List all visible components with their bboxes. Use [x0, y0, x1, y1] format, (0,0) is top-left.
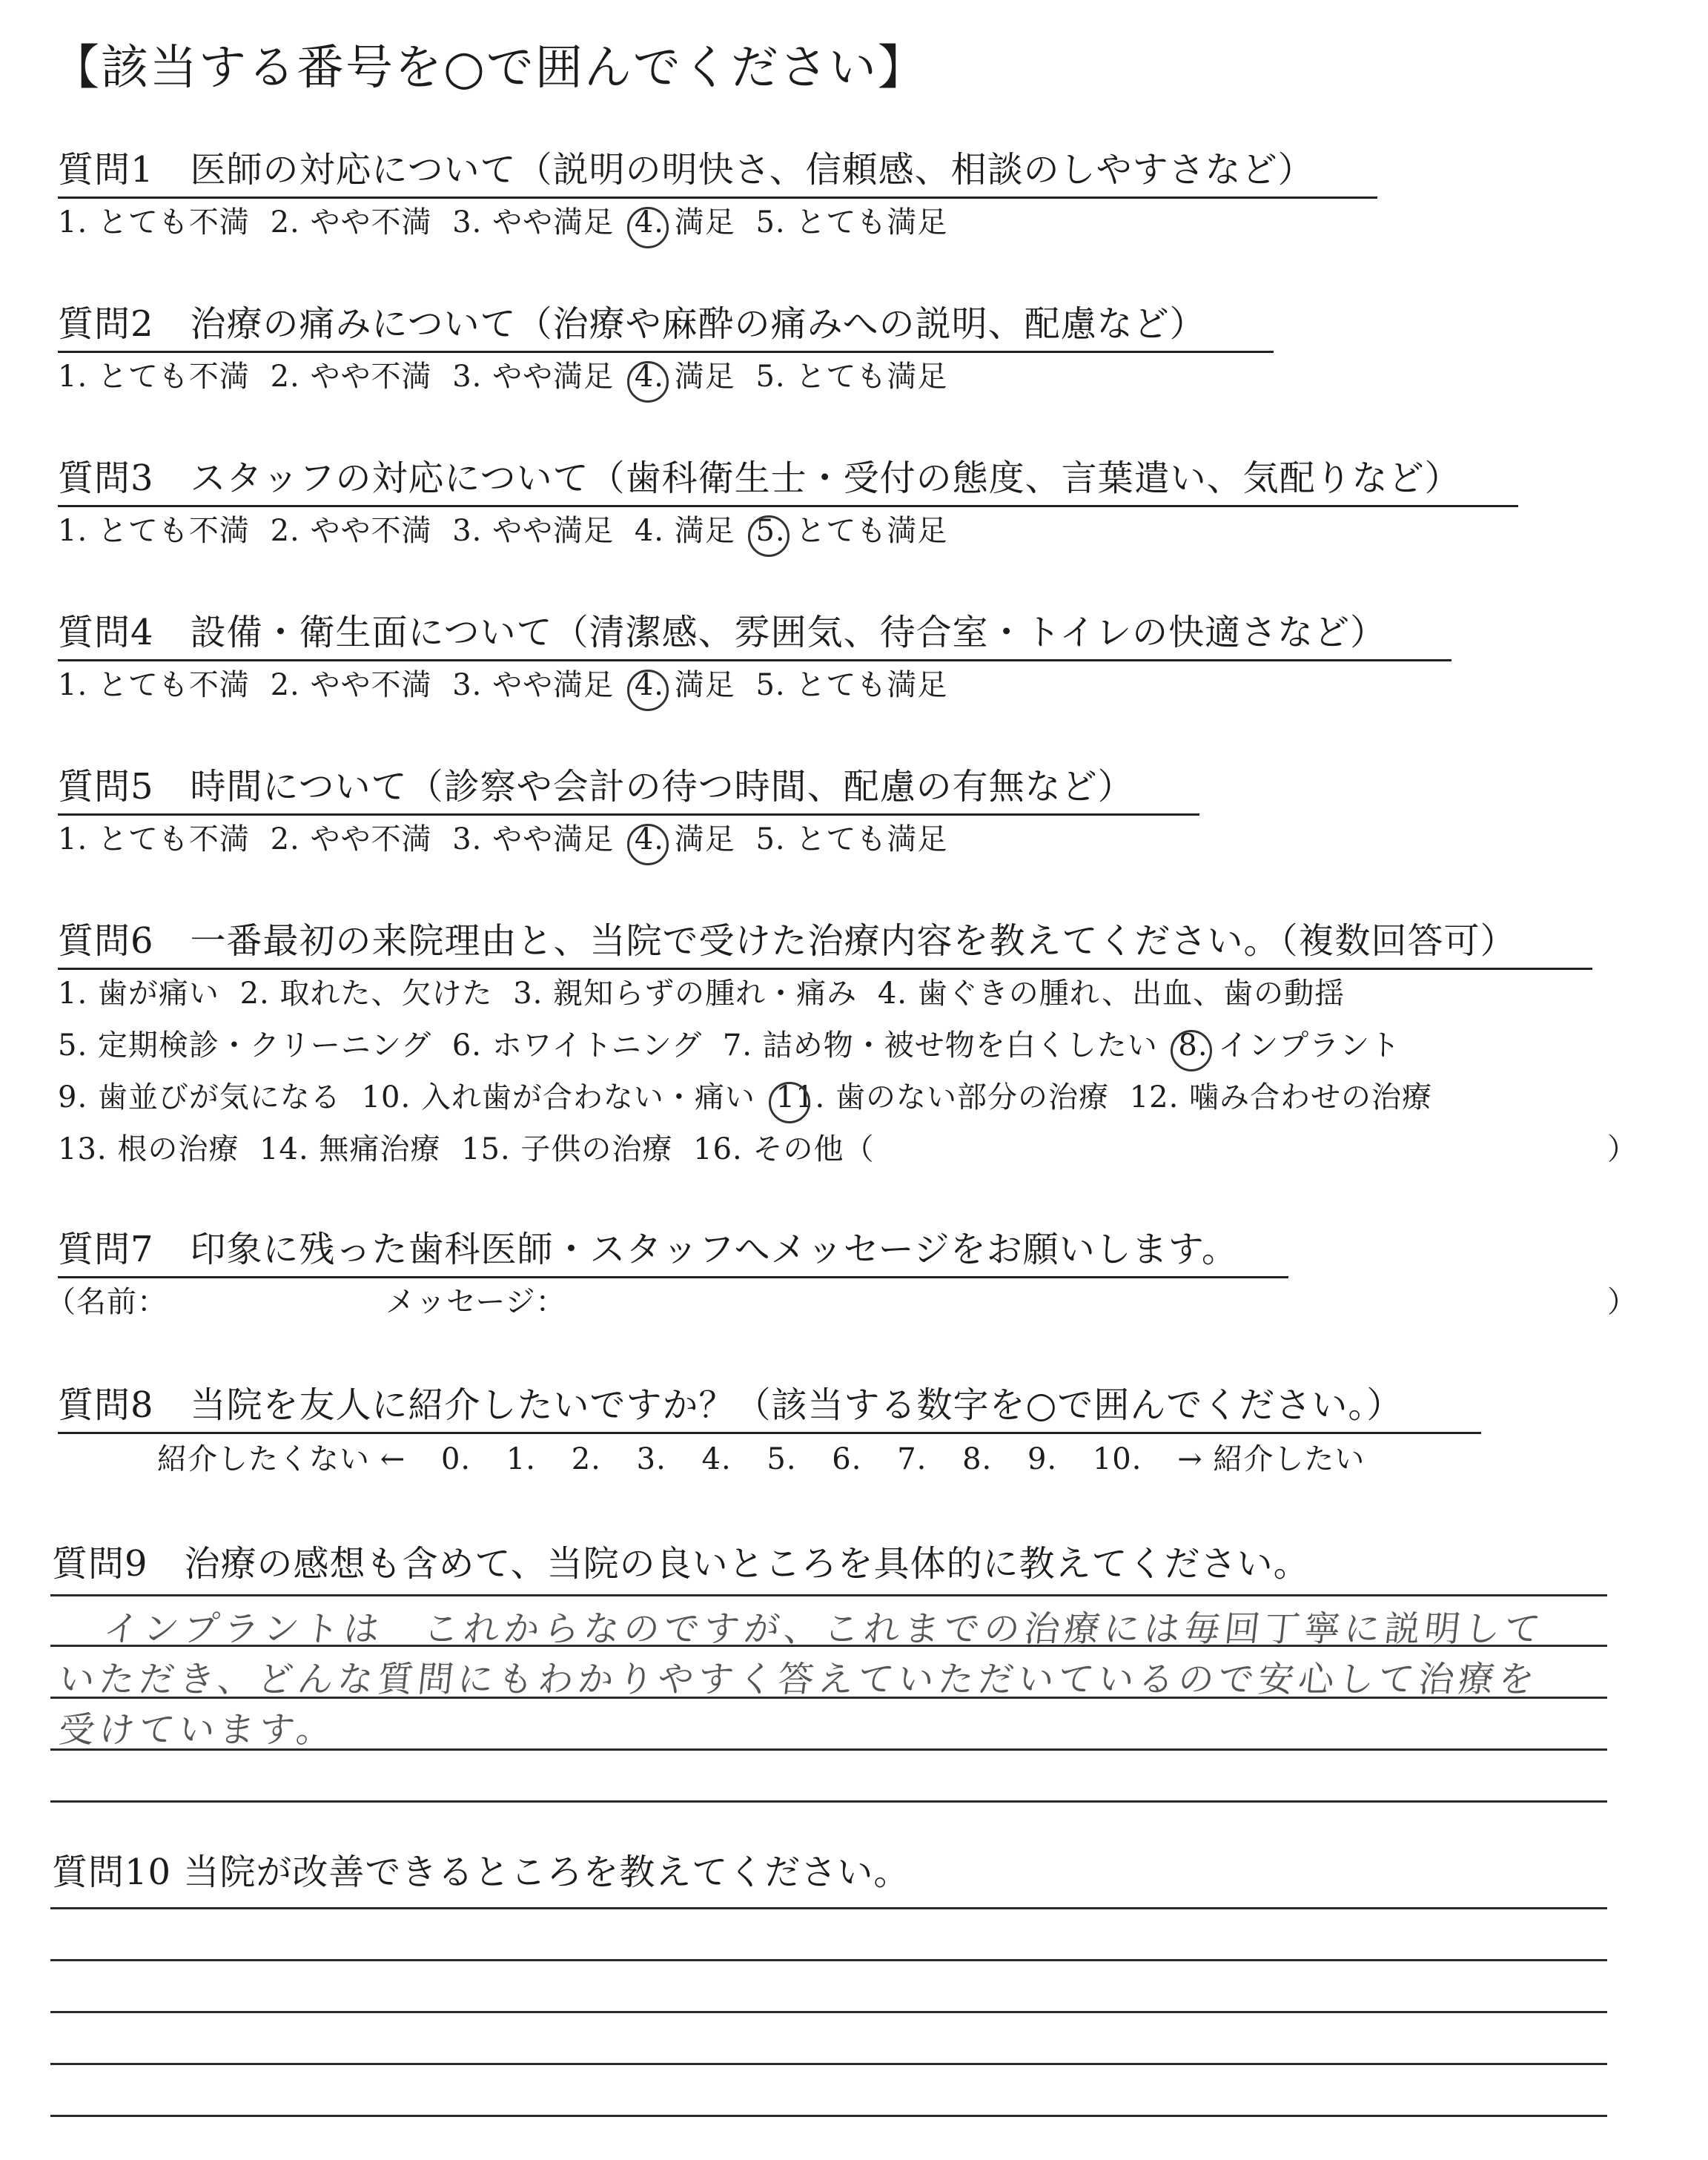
question-4-label: 質問4 設備・衛生面について（清潔感、雰囲気、待合室・トイレの快適さなど）: [58, 604, 1452, 661]
q8-value-6[interactable]: 6.: [832, 1442, 862, 1476]
question-5-options: [58, 816, 958, 858]
q8-value-7[interactable]: 7.: [897, 1442, 927, 1476]
q6-other-close: ）: [1607, 1132, 1638, 1166]
q3-option-5-selected[interactable]: 5. とても満足: [755, 514, 948, 548]
q9-line-1: [50, 1594, 1607, 1596]
question-3-label: 質問3 スタッフの対応について（歯科衛生士・受付の態度、言葉遣い、気配りなど）: [58, 449, 1518, 507]
question-8-label: 質問8 当院を友人に紹介したいですか？（該当する数字を○で囲んでください。）: [58, 1376, 1481, 1434]
q2-option-1[interactable]: 1. とても不満: [58, 360, 250, 394]
q6-option-14[interactable]: 14. 無痛治療: [259, 1132, 441, 1166]
q7-close: ）: [1607, 1285, 1638, 1319]
q2-option-5[interactable]: 5. とても満足: [755, 360, 948, 394]
q8-left-label: 紹介したくない ←: [157, 1442, 406, 1476]
q9-answer-line-2: いただき、どんな質問にもわかりやすく答えていただいているので安心して治療を: [56, 1659, 1541, 1700]
question-2-label: 質問2 治療の痛みについて（治療や麻酔の痛みへの説明、配慮など）: [58, 295, 1274, 353]
q4-option-4-selected[interactable]: 4. 満足: [634, 668, 735, 702]
question-9-label: 質問9 治療の感想も含めて、当院の良いところを具体的に教えてください。: [52, 1543, 1310, 1585]
q6-option-9[interactable]: 9. 歯並びが気になる: [58, 1080, 341, 1114]
q10-line-1: [50, 1907, 1607, 1909]
q6-option-6[interactable]: 6. ホワイトニング: [451, 1028, 703, 1063]
q3-option-1[interactable]: 1. とても不満: [58, 514, 250, 548]
form-title: 【該当する番号を○で囲んでください】: [52, 41, 927, 96]
q7-message-label: メッセージ：: [385, 1285, 566, 1319]
q5-option-1[interactable]: 1. とても不満: [58, 822, 250, 856]
q1-option-5[interactable]: 5. とても満足: [755, 205, 948, 240]
q3-option-2[interactable]: 2. やや不満: [270, 514, 432, 548]
q8-value-1[interactable]: 1.: [506, 1442, 537, 1476]
q4-option-2[interactable]: 2. やや不満: [270, 668, 432, 702]
q6-option-13[interactable]: 13. 根の治療: [58, 1132, 239, 1166]
q9-answer-line-3: 受けています。: [56, 1709, 339, 1751]
q6-option-15[interactable]: 15. 子供の治療: [461, 1132, 673, 1166]
question-3-options: [58, 507, 958, 549]
question-2-options: [58, 353, 958, 395]
q8-value-2[interactable]: 2.: [571, 1442, 601, 1476]
q7-name-label: （名前：: [46, 1285, 168, 1319]
q2-option-4-selected[interactable]: 4. 満足: [634, 360, 735, 394]
q8-value-3[interactable]: 3.: [636, 1442, 666, 1476]
q6-option-12[interactable]: 12. 噛み合わせの治療: [1129, 1080, 1433, 1114]
q8-value-9[interactable]: 9.: [1027, 1442, 1058, 1476]
question-1-options: [58, 199, 958, 241]
q6-row-4: [58, 1126, 884, 1168]
q10-line-3: [50, 2011, 1607, 2013]
q6-option-7[interactable]: 7. 詰め物・被せ物を白くしたい: [722, 1028, 1158, 1063]
q6-option-8-selected[interactable]: 8. インプラント: [1178, 1028, 1401, 1063]
q9-line-5: [50, 1800, 1607, 1803]
q10-line-5: [50, 2115, 1607, 2117]
q8-value-8-selected[interactable]: 8.: [962, 1442, 993, 1476]
q6-option-11-selected[interactable]: 11. 歯のない部分の治療: [775, 1080, 1109, 1114]
question-6-label: 質問6 一番最初の来院理由と、当院で受けた治療内容を教えてください。（複数回答可）: [58, 912, 1592, 970]
q9-answer-line-1: インプラントは これからなのですが、これまでの治療には毎回丁寧に説明して: [101, 1608, 1547, 1650]
q5-option-5[interactable]: 5. とても満足: [755, 822, 948, 856]
q6-option-4[interactable]: 4. 歯ぐきの腫れ、出血、歯の動揺: [877, 977, 1345, 1011]
q8-scale: [157, 1436, 1390, 1478]
q6-option-2[interactable]: 2. 取れた、欠けた: [239, 977, 493, 1011]
q4-option-3[interactable]: 3. やや満足: [452, 668, 615, 702]
q5-option-3[interactable]: 3. やや満足: [452, 822, 615, 856]
q10-line-4: [50, 2063, 1607, 2065]
q3-option-4[interactable]: 4. 満足: [634, 514, 735, 548]
q8-value-4[interactable]: 4.: [701, 1442, 732, 1476]
q1-option-3[interactable]: 3. やや満足: [452, 205, 615, 240]
q4-option-1[interactable]: 1. とても不満: [58, 668, 250, 702]
q6-option-16[interactable]: 16. その他（: [693, 1132, 875, 1166]
q4-option-5[interactable]: 5. とても満足: [755, 668, 948, 702]
q1-option-1[interactable]: 1. とても不満: [58, 205, 250, 240]
q5-option-2[interactable]: 2. やや不満: [270, 822, 432, 856]
question-5-label: 質問5 時間について（診察や会計の待つ時間、配慮の有無など）: [58, 758, 1199, 816]
q2-option-3[interactable]: 3. やや満足: [452, 360, 615, 394]
q6-option-3[interactable]: 3. 親知らずの腫れ・痛み: [513, 977, 858, 1011]
question-1-label: 質問1 医師の対応について（説明の明快さ、信頼感、相談のしやすさなど）: [58, 141, 1377, 199]
question-4-options: [58, 661, 958, 704]
question-10-label: 質問10 当院が改善できるところを教えてください。: [52, 1852, 910, 1893]
q6-row-1: [58, 970, 1355, 1012]
q6-option-5[interactable]: 5. 定期検診・クリーニング: [58, 1028, 432, 1063]
q6-option-10[interactable]: 10. 入れ歯が合わない・痛い: [361, 1080, 755, 1114]
q6-option-1[interactable]: 1. 歯が痛い: [58, 977, 219, 1011]
q8-value-10[interactable]: 10.: [1092, 1442, 1142, 1476]
question-7-label: 質問7 印象に残った歯科医師・スタッフへメッセージをお願いします。: [58, 1221, 1288, 1278]
q8-value-5[interactable]: 5.: [767, 1442, 797, 1476]
q6-row-2: [58, 1022, 1411, 1064]
q8-value-0[interactable]: 0.: [440, 1442, 471, 1476]
q8-right-label: → 紹介したい: [1177, 1442, 1366, 1476]
q6-row-3: [58, 1074, 1443, 1116]
q10-line-2: [50, 1959, 1607, 1961]
q3-option-3[interactable]: 3. やや満足: [452, 514, 615, 548]
q5-option-4-selected[interactable]: 4. 満足: [634, 822, 735, 856]
q2-option-2[interactable]: 2. やや不満: [270, 360, 432, 394]
q1-option-4-selected[interactable]: 4. 満足: [634, 205, 735, 240]
q1-option-2[interactable]: 2. やや不満: [270, 205, 432, 240]
